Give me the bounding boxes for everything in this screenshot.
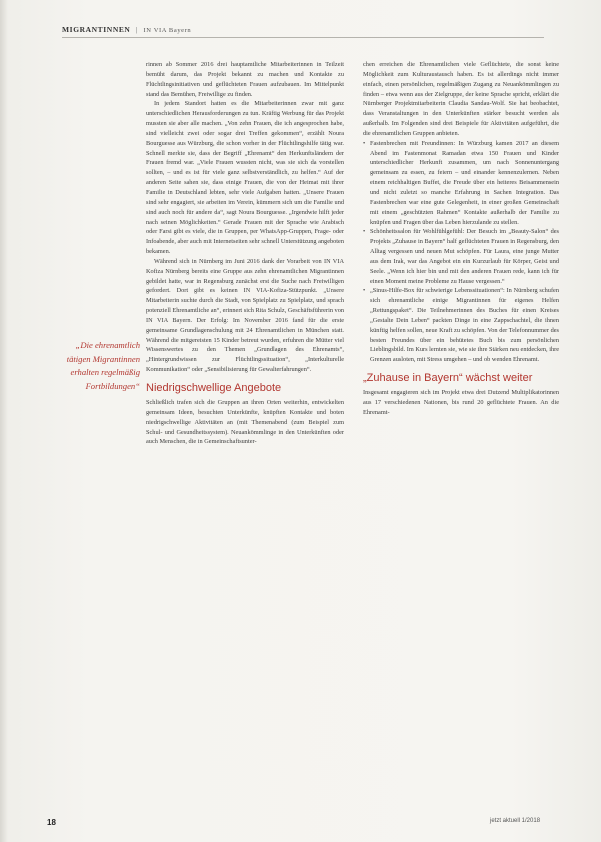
list-item: • Fastenbrechen mit Freundinnen: In Würzburg kamen 2017 an diesem Abend im Fastenmonat Ramadan etwa 150 Frauen und Kinder unterschiedlicher Herkunft zusammen, um nach Sonnenuntergang gemeinsam zu essen, zu feiern – und einander kennenzulernen. Neben einem reichhaltigen Buffet, die Freude über ein heiteres Beisammensein und nicht zuletzt so manche Erfahrung in Sachen Integration. Das Fastenbrechen war eine gute Gelegenheit, in einer großen Gemeinschaft mit einem „geschützten Rahmen“ Kontakte außerhalb der Familie zu knüpfen und Fragen über das Leben hierzulande zu stellen. [363,139,559,228]
header-separator: | [135,25,139,34]
paragraph: In jedem Standort hatten es die Mitarbeiterinnen zwar mit ganz unterschiedlichen Herausforderungen zu tun. Kräftig Werbung für das Projekt mussten sie aber alle machen. „Von zehn Frauen, die ich angesprochen habe, sind vielleicht zwei oder sogar drei Treffen gekommen“, erzählt Noura Bourguesse aus Würzburg, die schon vorher in der Flüchtlingshilfe tätig war. Schnell merkte sie, dass der Begriff „Ehrenamt“ den Herkunftsländern der Frauen fremd war. „Viele Frauen wussten nicht, was sie sich da vorstellen sollten, – und es ist für viele ganz selbstverständlich, zu helfen.“ Auf der anderen Seite sahen sie, dass einige Frauen, die von der Heimat mit ihrer Familie in Deutschland lebten, sehr viele Aufgaben hatten. „Unsere Frauen sind sehr engagiert, sie arbeiten im Verein, kümmern sich um die Familie und sind auch noch für andere da“, sagt Noura Bourguesse. „Irgendwie hilft jeder nach seinen Möglichkeiten.“ Gerade Frauen mit der Sprache wie Arabisch oder Farsi gibt es viele, die in Gruppen, per WhatsApp-Gruppen, Frage- oder Infoabende, aber auch mit Internetseiten sehr schnell Unterstützung angeboten bekamen. [146,100,344,256]
page-number: 18 [47,818,56,827]
text-column-right [363,60,559,418]
paragraph: chen erreichen die Ehrenamtlichen viele Geflüchtete, die sonst keine Möglichkeit zum Kulturaustausch haben. Es ist allerdings nicht immer einfach, einen persönlichen, regelmäßigen Zugang zu Neuankömmlingen zu finden – etwa wenn aus der Zielgruppe, der keine Sprache spricht, erklärt die Nürnberger Projektmitarbeiterin Claudia Sandau-Wolf. Sie hat beobachtet, dass Veranstaltungen in den Unterkünften stärker besucht werden als außerhalb. Im Folgenden sind drei Beispiele für Aktivitäten aufgeführt, die die ehrenamtlichen Gruppen anbieten. [363,61,559,137]
paragraph: rinnen ab Sommer 2016 drei hauptamtliche Mitarbeiterinnen in Teilzeit bemüht darum, das Projekt bekannt zu machen und Kontakte zu Flüchtlingsinitiativen und geflüchteten Frauen aufzubauen. Im Mittelpunkt stand das Bemühen, Freiwillige zu finden. [146,61,344,98]
paragraph: Insgesamt engagieren sich im Projekt etwa drei Dutzend Multiplikatorinnen aus 17 verschiedenen Nationen, bis rund 20 geflüchtete Frauen. An die Ehrenamt- [363,389,559,416]
paragraph: Schließlich trafen sich die Gruppen an ihren Orten weiterhin, entwickelten gemeinsam Ideen, besuchten Unterkünfte, knüpften Kontakte und boten niedrigschwellige Aktivitäten an (mit Themenabend (zum Beispiel zum Schul- und Gesundheitssystem). Neuankömmlinge in den Unterkünften oder auch Menschen, die in Gemeinschaftsunter- [146,399,344,446]
binding-shadow [0,0,8,842]
header-rule [62,37,544,38]
running-header [62,25,542,34]
paragraph: Während sich in Nürnberg im Juni 2016 dank der Vorarbeit von IN VIA Kofiza Nürnberg bereits eine Gruppe aus zehn ehrenamtlichen Migrantinnen gebildet hatte, war in Regensburg zunächst erst die Suche nach Freiwilligen gefordert. Dort gibt es keinen IN VIA-Kofiza-Stützpunkt. „Unsere Mitarbeiterin suchte durch die Stadt, von Spielplatz zu Spielplatz, und sprach potenziell Ehrenamtliche an“, erinnert sich Rita Schulz, Geschäftsführerin von IN VIA Bayern. Der Erfolg: Im November 2016 fand für die erste gemeinsame Grundlagenschulung mit 24 Ehrenamtlichen in München statt. Während die mitgereisten 15 Kinder betreut wurden, erfuhren die Mütter viel Wissenswertes zu den Themen „Grundlagen des Ehrenamts“, „Hintergrundwissen zur Flüchtlingssituation“, „Interkulturelle Kommunikation“ oder „Sensibilisierung für Gewalterfahrungen“. [146,257,344,374]
section-heading: Niedrigschwellige Angebote [146,382,282,394]
magazine-footer: jetzt aktuell 1/2018 [490,818,541,824]
pull-quote: „Die ehrenamtlich tätigen Migrantinnen erhalten regelmäßig Fortbildungen“ [66,340,140,391]
text-column-left [146,60,344,447]
subsection-label: IN VIA Bayern [143,27,192,34]
section-label: MIGRANTINNEN [62,25,131,34]
list-item: • Schönheitssalon für Wohlfühlgefühl: Der Besuch im „Beauty-Salon“ des Projekts „Zuhause in Bayern“ half geflüchteten Frauen in Regensburg, den Alltag vergessen und neuen Mut schöpfen. Für Laura, eine junge Mutter aus dem Irak, war das Angebot ein ein Kurzurlaub für Körper, Geist und Seele. „Wenn ich hier bin und mit den anderen Frauen rede, kann ich für einen Moment meine Probleme zu Hause vergessen.“ [363,227,559,286]
section-heading: „Zuhause in Bayern“ wächst weiter [363,372,533,385]
list-item: • „Sinus-Hilfe-Box für schwierige Lebenssituationen“: In Nürnberg schufen sich ehrenamtliche einige Migrantinnen für eigenes Helfen „Rettungspaket“. Die Teilnehmerinnen des Buches für einen Kreises „Gestalte Dein Leben“ packten Dinge in eine Zappschachtel, die ihnen künftig helfen sollen, neue Kraft zu schöpfen. Von der Telefonnummer des besten Freundes über ein behütetes Buch bis zum persönlichen Lieblingsbild. Im Kurs lernten sie, wie sie ihre Stärken neu entdecken, ihre Grenzen ausloten, mit Stress umgehen – und ob wenden Ehrenamt. [363,286,559,365]
activity-list [363,139,559,365]
